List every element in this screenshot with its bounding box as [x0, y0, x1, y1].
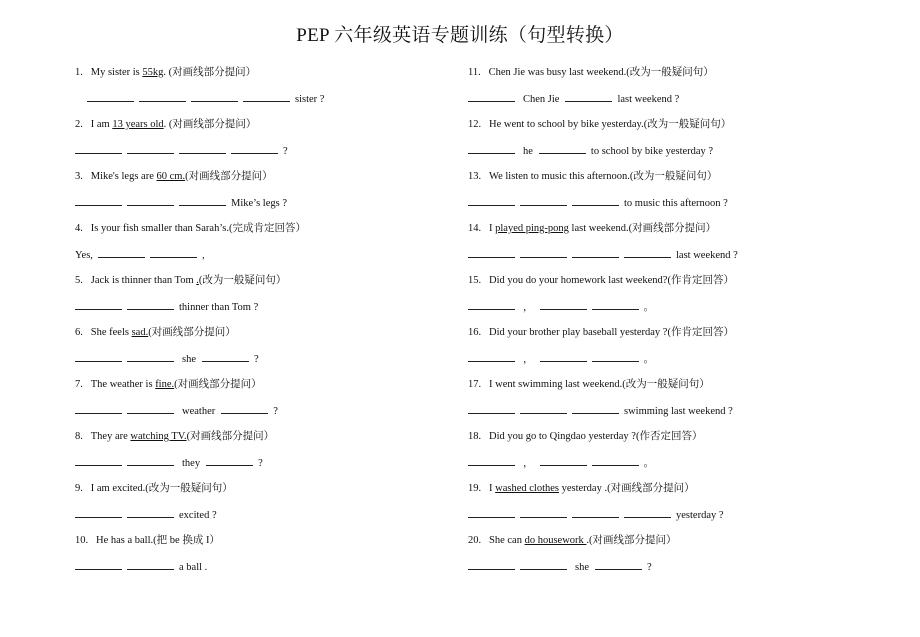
answer-blank[interactable]: [572, 196, 619, 206]
answer-blank[interactable]: [75, 300, 122, 310]
question-prefix: Is your fish smaller than Sarah’s.: [90, 223, 229, 234]
answer-blank[interactable]: [540, 456, 587, 466]
answer-middle-text: Chen Jie: [523, 94, 560, 105]
question-number: 11.: [468, 67, 481, 78]
answer-blank[interactable]: [127, 352, 174, 362]
question-item: [468, 66, 898, 118]
question-number: 10.: [75, 535, 89, 546]
question-item: [75, 534, 505, 586]
question-item: [468, 118, 898, 170]
answer-blank[interactable]: [572, 404, 619, 414]
question-number: 13.: [468, 171, 482, 182]
underlined-part: .: [196, 275, 199, 286]
question-number: 15.: [468, 275, 482, 286]
question-text: [75, 222, 306, 236]
question-number: 6.: [75, 327, 83, 338]
answer-blank[interactable]: [565, 92, 612, 102]
question-prefix: She feels: [90, 327, 132, 338]
answer-blank[interactable]: [127, 560, 174, 570]
question-item: [75, 170, 505, 222]
question-text: [468, 170, 717, 184]
question-text: [75, 482, 233, 496]
answer-blank[interactable]: [592, 456, 639, 466]
answer-blank[interactable]: [572, 248, 619, 258]
question-item: [75, 326, 505, 378]
answer-line: [468, 248, 738, 263]
question-instruction: . (对画线部分提问）: [163, 119, 257, 130]
question-text: [468, 482, 695, 496]
answer-blank[interactable]: [539, 144, 586, 154]
answer-blank[interactable]: [468, 456, 515, 466]
question-prefix: Jack is thinner than Tom: [90, 275, 197, 286]
question-number: 1.: [75, 67, 83, 78]
question-text: [468, 430, 702, 444]
question-instruction: yesterday .(对画线部分提问）: [558, 483, 695, 494]
question-instruction: (改为一般疑问句）: [626, 67, 714, 78]
question-instruction: last weekend.(对画线部分提问）: [568, 223, 717, 234]
answer-blank[interactable]: [127, 196, 174, 206]
answer-blank[interactable]: [75, 456, 122, 466]
question-text: [75, 378, 262, 392]
answer-blank[interactable]: [468, 508, 515, 518]
question-text: [468, 66, 714, 80]
question-instruction: (改为一般疑问句）: [622, 379, 710, 390]
answer-tail-text: ,: [202, 250, 205, 261]
answer-blank[interactable]: [520, 508, 567, 518]
underlined-part: fine.: [155, 379, 175, 390]
question-instruction: . (对画线部分提问）: [163, 67, 257, 78]
answer-line: [468, 196, 728, 211]
question-item: [75, 118, 505, 170]
question-item: [468, 378, 898, 430]
question-text: [468, 534, 677, 548]
answer-blank[interactable]: [98, 248, 145, 258]
answer-tail-text: swimming last weekend ?: [624, 406, 733, 417]
question-instruction: (作肯定回答）: [667, 275, 734, 286]
question-number: 19.: [468, 483, 482, 494]
answer-blank[interactable]: [572, 508, 619, 518]
question-prefix: My sister is: [90, 67, 143, 78]
question-number: 12.: [468, 119, 482, 130]
answer-blank[interactable]: [540, 300, 587, 310]
answer-blank[interactable]: [468, 352, 515, 362]
answer-blank[interactable]: [75, 404, 122, 414]
answer-tail-text: Mike’s legs ?: [231, 198, 287, 209]
answer-tail-text: thinner than Tom ?: [179, 302, 259, 313]
question-prefix: The weather is: [90, 379, 156, 390]
question-text: [75, 326, 236, 340]
question-number: 9.: [75, 483, 83, 494]
question-instruction: (改为一般疑问句）: [629, 171, 718, 182]
answer-blank[interactable]: [540, 352, 587, 362]
question-text: [468, 274, 734, 288]
answer-middle-text: they: [182, 458, 201, 469]
question-prefix: Did your brother play baseball yesterday ?: [489, 327, 668, 338]
question-text: [75, 170, 273, 184]
question-text: [75, 66, 256, 80]
answer-lead: Yes,: [75, 250, 93, 261]
question-prefix: We listen to music this afternoon.: [489, 171, 630, 182]
answer-line: [75, 248, 205, 263]
answer-line: [468, 92, 679, 107]
question-prefix: Did you do your homework last weekend?: [489, 275, 668, 286]
answer-blank[interactable]: [595, 560, 642, 570]
answer-blank[interactable]: [624, 248, 671, 258]
question-text: [468, 222, 716, 236]
answer-tail-text: to school by bike yesterday ?: [590, 146, 714, 157]
answer-blank[interactable]: [127, 300, 174, 310]
question-prefix: I am: [90, 119, 113, 130]
answer-blank[interactable]: [243, 92, 290, 102]
answer-line: [75, 508, 217, 523]
answer-tail-text: last weekend ?: [617, 94, 680, 105]
question-item: [75, 430, 505, 482]
question-text: [75, 430, 274, 444]
answer-line: [468, 404, 733, 419]
answer-blank[interactable]: [75, 196, 122, 206]
answer-tail-text: ?: [258, 458, 263, 469]
question-prefix: He has a ball.: [96, 535, 154, 546]
underlined-part: do housework: [524, 535, 587, 546]
underlined-part: played ping-pong: [495, 223, 569, 234]
question-text: [75, 118, 256, 132]
answer-line: [468, 352, 654, 367]
question-item: [468, 482, 898, 534]
question-instruction: (对画线部分提问）: [185, 171, 273, 182]
answer-tail-text: yesterday ?: [676, 510, 724, 521]
question-number: 17.: [468, 379, 482, 390]
answer-blank[interactable]: [179, 196, 226, 206]
question-instruction: (作否定回答）: [635, 431, 703, 442]
question-number: 4.: [75, 223, 83, 234]
question-instruction: .(对画线部分提问）: [586, 535, 677, 546]
answer-tail-text: ?: [283, 146, 288, 157]
answer-blank[interactable]: [520, 196, 567, 206]
answer-blank[interactable]: [75, 508, 122, 518]
answer-middle-text: ，: [523, 458, 534, 469]
question-item: [468, 534, 898, 586]
answer-line: [75, 560, 207, 575]
question-prefix: Mike's legs are: [90, 171, 157, 182]
answer-middle-text: weather: [182, 406, 216, 417]
answer-blank[interactable]: [468, 404, 515, 414]
answer-blank[interactable]: [75, 560, 122, 570]
answer-blank[interactable]: [87, 92, 134, 102]
question-text: [75, 534, 220, 548]
answer-line: [75, 456, 263, 471]
answer-line: [468, 144, 713, 159]
answer-blank[interactable]: [150, 248, 197, 258]
answer-blank[interactable]: [468, 196, 515, 206]
answer-tail-text: to music this afternoon ?: [624, 198, 728, 209]
question-prefix: He went to school by bike yesterday.: [489, 119, 644, 130]
question-item: [468, 430, 898, 482]
question-number: 5.: [75, 275, 83, 286]
answer-blank[interactable]: [592, 352, 639, 362]
answer-line: [75, 300, 258, 315]
underlined-part: 60 cm.: [156, 171, 186, 182]
question-prefix: I: [489, 483, 496, 494]
answer-blank[interactable]: [221, 404, 268, 414]
page-title: PEP 六年级英语专题训练（句型转换）: [296, 25, 624, 46]
question-instruction: (改为一般疑问句）: [198, 275, 287, 286]
question-instruction: (改为一般疑问句）: [145, 483, 233, 494]
question-number: 18.: [468, 431, 482, 442]
answer-middle-text: she: [575, 562, 589, 573]
answer-tail-text: a ball .: [179, 562, 208, 573]
question-item: [75, 482, 505, 534]
answer-blank[interactable]: [191, 92, 238, 102]
question-item: [468, 326, 898, 378]
question-instruction: (对画线部分提问）: [148, 327, 236, 338]
question-item: [468, 170, 898, 222]
answer-blank[interactable]: [127, 508, 174, 518]
question-item: [75, 66, 505, 118]
question-text: [468, 378, 710, 392]
answer-tail-text: sister ?: [295, 94, 325, 105]
answer-tail-text: ?: [254, 354, 259, 365]
question-item: [468, 274, 898, 326]
answer-tail-text: excited ?: [179, 510, 217, 521]
right-column: [468, 66, 898, 586]
answer-blank[interactable]: [202, 352, 249, 362]
question-number: 2.: [75, 119, 83, 130]
answer-line: [468, 456, 654, 471]
answer-blank[interactable]: [206, 456, 253, 466]
answer-line: [75, 404, 278, 419]
answer-blank[interactable]: [468, 92, 515, 102]
answer-blank[interactable]: [624, 508, 671, 518]
answer-blank[interactable]: [520, 560, 567, 570]
answer-blank[interactable]: [468, 144, 515, 154]
answer-line: [75, 352, 259, 367]
question-text: [468, 326, 734, 340]
answer-blank[interactable]: [127, 144, 174, 154]
question-item: [468, 222, 898, 274]
answer-line: [468, 508, 724, 523]
answer-blank[interactable]: [231, 144, 278, 154]
answer-blank[interactable]: [127, 404, 174, 414]
answer-tail-text: 。: [643, 354, 654, 365]
answer-tail-text: ?: [273, 406, 278, 417]
answer-blank[interactable]: [75, 352, 122, 362]
question-prefix: Did you go to Qingdao yesterday ?: [489, 431, 636, 442]
answer-tail-text: 。: [643, 458, 654, 469]
question-text: [75, 274, 286, 288]
answer-blank[interactable]: [592, 300, 639, 310]
answer-blank[interactable]: [139, 92, 186, 102]
answer-line: [468, 300, 654, 315]
answer-blank[interactable]: [468, 248, 515, 258]
question-instruction: (作肯定回答）: [667, 327, 734, 338]
answer-blank[interactable]: [75, 144, 122, 154]
question-prefix: She can: [489, 535, 525, 546]
answer-line: [75, 144, 288, 159]
answer-blank[interactable]: [520, 248, 567, 258]
answer-blank[interactable]: [468, 300, 515, 310]
question-prefix: Chen Jie was busy last weekend.: [488, 67, 627, 78]
answer-middle-text: ，: [523, 302, 534, 313]
question-number: 16.: [468, 327, 482, 338]
answer-line: [87, 92, 324, 107]
underlined-part: 55kg: [142, 67, 164, 78]
question-prefix: I am excited.: [90, 483, 146, 494]
answer-tail-text: ?: [647, 562, 652, 573]
answer-line: [468, 560, 652, 575]
question-prefix: I: [489, 223, 496, 234]
answer-middle-text: ，: [523, 354, 534, 365]
question-instruction: (对画线部分提问）: [174, 379, 262, 390]
question-number: 7.: [75, 379, 83, 390]
answer-blank[interactable]: [179, 144, 226, 154]
question-number: 3.: [75, 171, 83, 182]
answer-tail-text: last weekend ?: [676, 250, 738, 261]
question-instruction: (改为一般疑问句）: [643, 119, 732, 130]
question-item: [75, 222, 505, 274]
answer-tail-text: 。: [643, 302, 654, 313]
underlined-part: washed clothes: [495, 483, 559, 494]
answer-line: [75, 196, 287, 211]
question-instruction: (对画线部分提问）: [186, 431, 275, 442]
question-number: 14.: [468, 223, 482, 234]
underlined-part: sad.: [131, 327, 149, 338]
left-column: [75, 66, 505, 586]
question-instruction: (把 be 换成 I）: [153, 535, 220, 546]
underlined-part: 13 years old: [112, 119, 164, 130]
answer-blank[interactable]: [520, 404, 567, 414]
answer-middle-text: he: [523, 146, 533, 157]
question-item: [75, 274, 505, 326]
answer-blank[interactable]: [468, 560, 515, 570]
question-prefix: I went swimming last weekend.: [489, 379, 623, 390]
question-number: 20.: [468, 535, 482, 546]
question-prefix: They are: [90, 431, 131, 442]
question-number: 8.: [75, 431, 83, 442]
question-item: [75, 378, 505, 430]
underlined-part: watching TV.: [130, 431, 187, 442]
answer-blank[interactable]: [127, 456, 174, 466]
question-instruction: (完成肯定回答）: [228, 223, 306, 234]
answer-middle-text: she: [182, 354, 196, 365]
question-text: [468, 118, 731, 132]
